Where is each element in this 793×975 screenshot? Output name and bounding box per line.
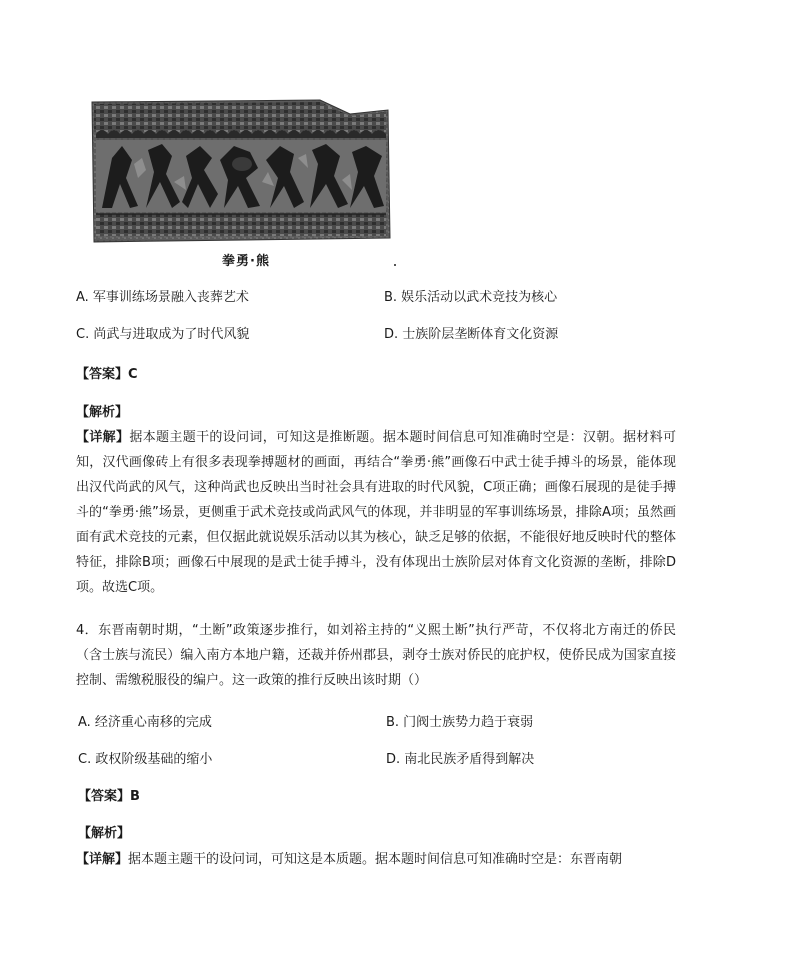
q4-stem: 4．东晋南朝时期，“土断”政策逐步推行，如刘裕主持的“义熙土断”执行严苛，不仅将北方南迁的侨民（含士族与流民）编入南方本地户籍，还裁并侨州郡县，剥夺士族对侨民的庇护权，使侨民成为国家直接控制、需缴税服役的编户。这一政策的推行反映出该时期（）	[76, 623, 676, 688]
q4-explanation	[76, 847, 676, 872]
q4-analysis-title: 【解析】	[78, 826, 131, 841]
stray-mark	[394, 264, 396, 266]
q4-detail-tag: 【详解】	[76, 852, 129, 867]
q3-answer: 【答案】C	[76, 367, 138, 382]
q3-option-a: A. 军事训练场景融入丧葬艺术	[76, 290, 249, 305]
q4-option-d: D. 南北民族矛盾得到解决	[386, 752, 535, 767]
q4-option-a: A. 经济重心南移的完成	[78, 715, 212, 730]
q3-explanation	[76, 425, 676, 600]
stone-relief-image	[88, 98, 394, 244]
q3-option-d: D. 士族阶层垄断体育文化资源	[384, 327, 559, 342]
q4-answer: 【答案】B	[78, 789, 140, 804]
q4-option-c: C. 政权阶级基础的缩小	[78, 752, 213, 767]
figure-caption: 拳勇·熊	[222, 254, 270, 269]
q3-analysis-title: 【解析】	[76, 405, 129, 420]
q3-detail-text: 据本题主题干的设问词，可知这是推断题。据本题时间信息可知准确时空是：汉朝。据材料可知，汉代画像砖上有很多表现拳搏题材的画面，再结合“拳勇·熊”画像石中武士徒手搏斗的场景，能体现出汉代尚武的风气，这种尚武也反映出当时社会具有进取的时代风貌，C项正确；画像石展现的是徒手搏斗的“拳勇·熊”场景，更侧重于武术竞技或尚武风气的体现，并非明显的军事训练场景，排除A项；虽然画面有武术竞技的元素，但仅据此就说娱乐活动以其为核心，缺乏足够的依据，不能很好地反映时代的整体特征，排除B项；画像石中展现的是武士徒手搏斗，没有体现出士族阶层对体育文化资源的垄断，排除D项。故选C项。	[76, 430, 676, 595]
relief-picture	[88, 98, 394, 244]
q4-detail-text: 据本题主题干的设问词，可知这是本质题。据本题时间信息可知准确时空是：东晋南朝	[128, 852, 623, 867]
q3-detail-tag: 【详解】	[76, 430, 130, 445]
q3-option-b: B. 娱乐活动以武术竞技为核心	[384, 290, 558, 305]
q3-option-c: C. 尚武与进取成为了时代风貌	[76, 327, 250, 342]
q4-option-b: B. 门阀士族势力趋于衰弱	[386, 715, 534, 730]
